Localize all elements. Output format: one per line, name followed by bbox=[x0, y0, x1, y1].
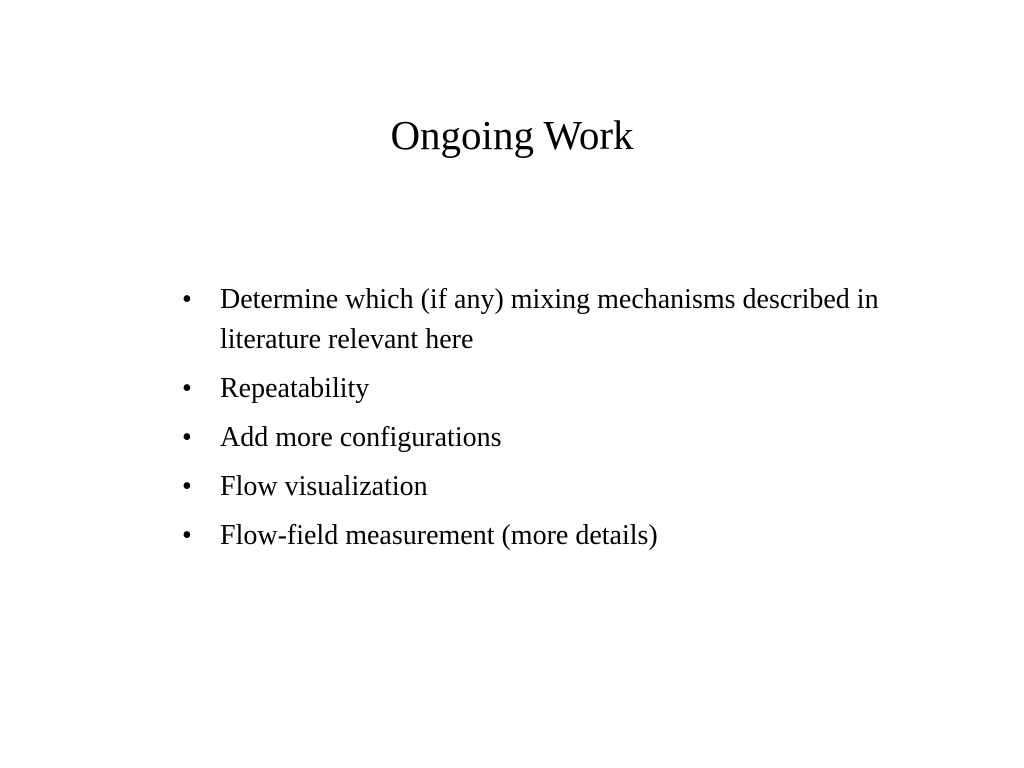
bullet-text: Flow-field measurement (more details) bbox=[220, 520, 658, 551]
bullet-text: Add more configurations bbox=[220, 422, 502, 453]
bullet-item bbox=[182, 418, 902, 458]
bullet-item bbox=[182, 467, 902, 507]
bullet-item bbox=[182, 280, 902, 360]
bullet-text: Repeatability bbox=[220, 373, 370, 404]
bullet-marker: • bbox=[182, 520, 192, 551]
bullet-marker: • bbox=[182, 373, 192, 404]
bullet-item bbox=[182, 516, 902, 556]
bullet-item bbox=[182, 369, 902, 409]
slide-title: Ongoing Work bbox=[390, 112, 634, 158]
bullet-text: Flow visualization bbox=[220, 471, 428, 502]
bullet-list bbox=[182, 280, 902, 565]
bullet-marker: • bbox=[182, 422, 192, 453]
bullet-text: Determine which (if any) mixing mechanisms described in literature relevant here bbox=[220, 284, 879, 355]
bullet-marker: • bbox=[182, 471, 192, 502]
bullet-marker: • bbox=[182, 284, 192, 315]
